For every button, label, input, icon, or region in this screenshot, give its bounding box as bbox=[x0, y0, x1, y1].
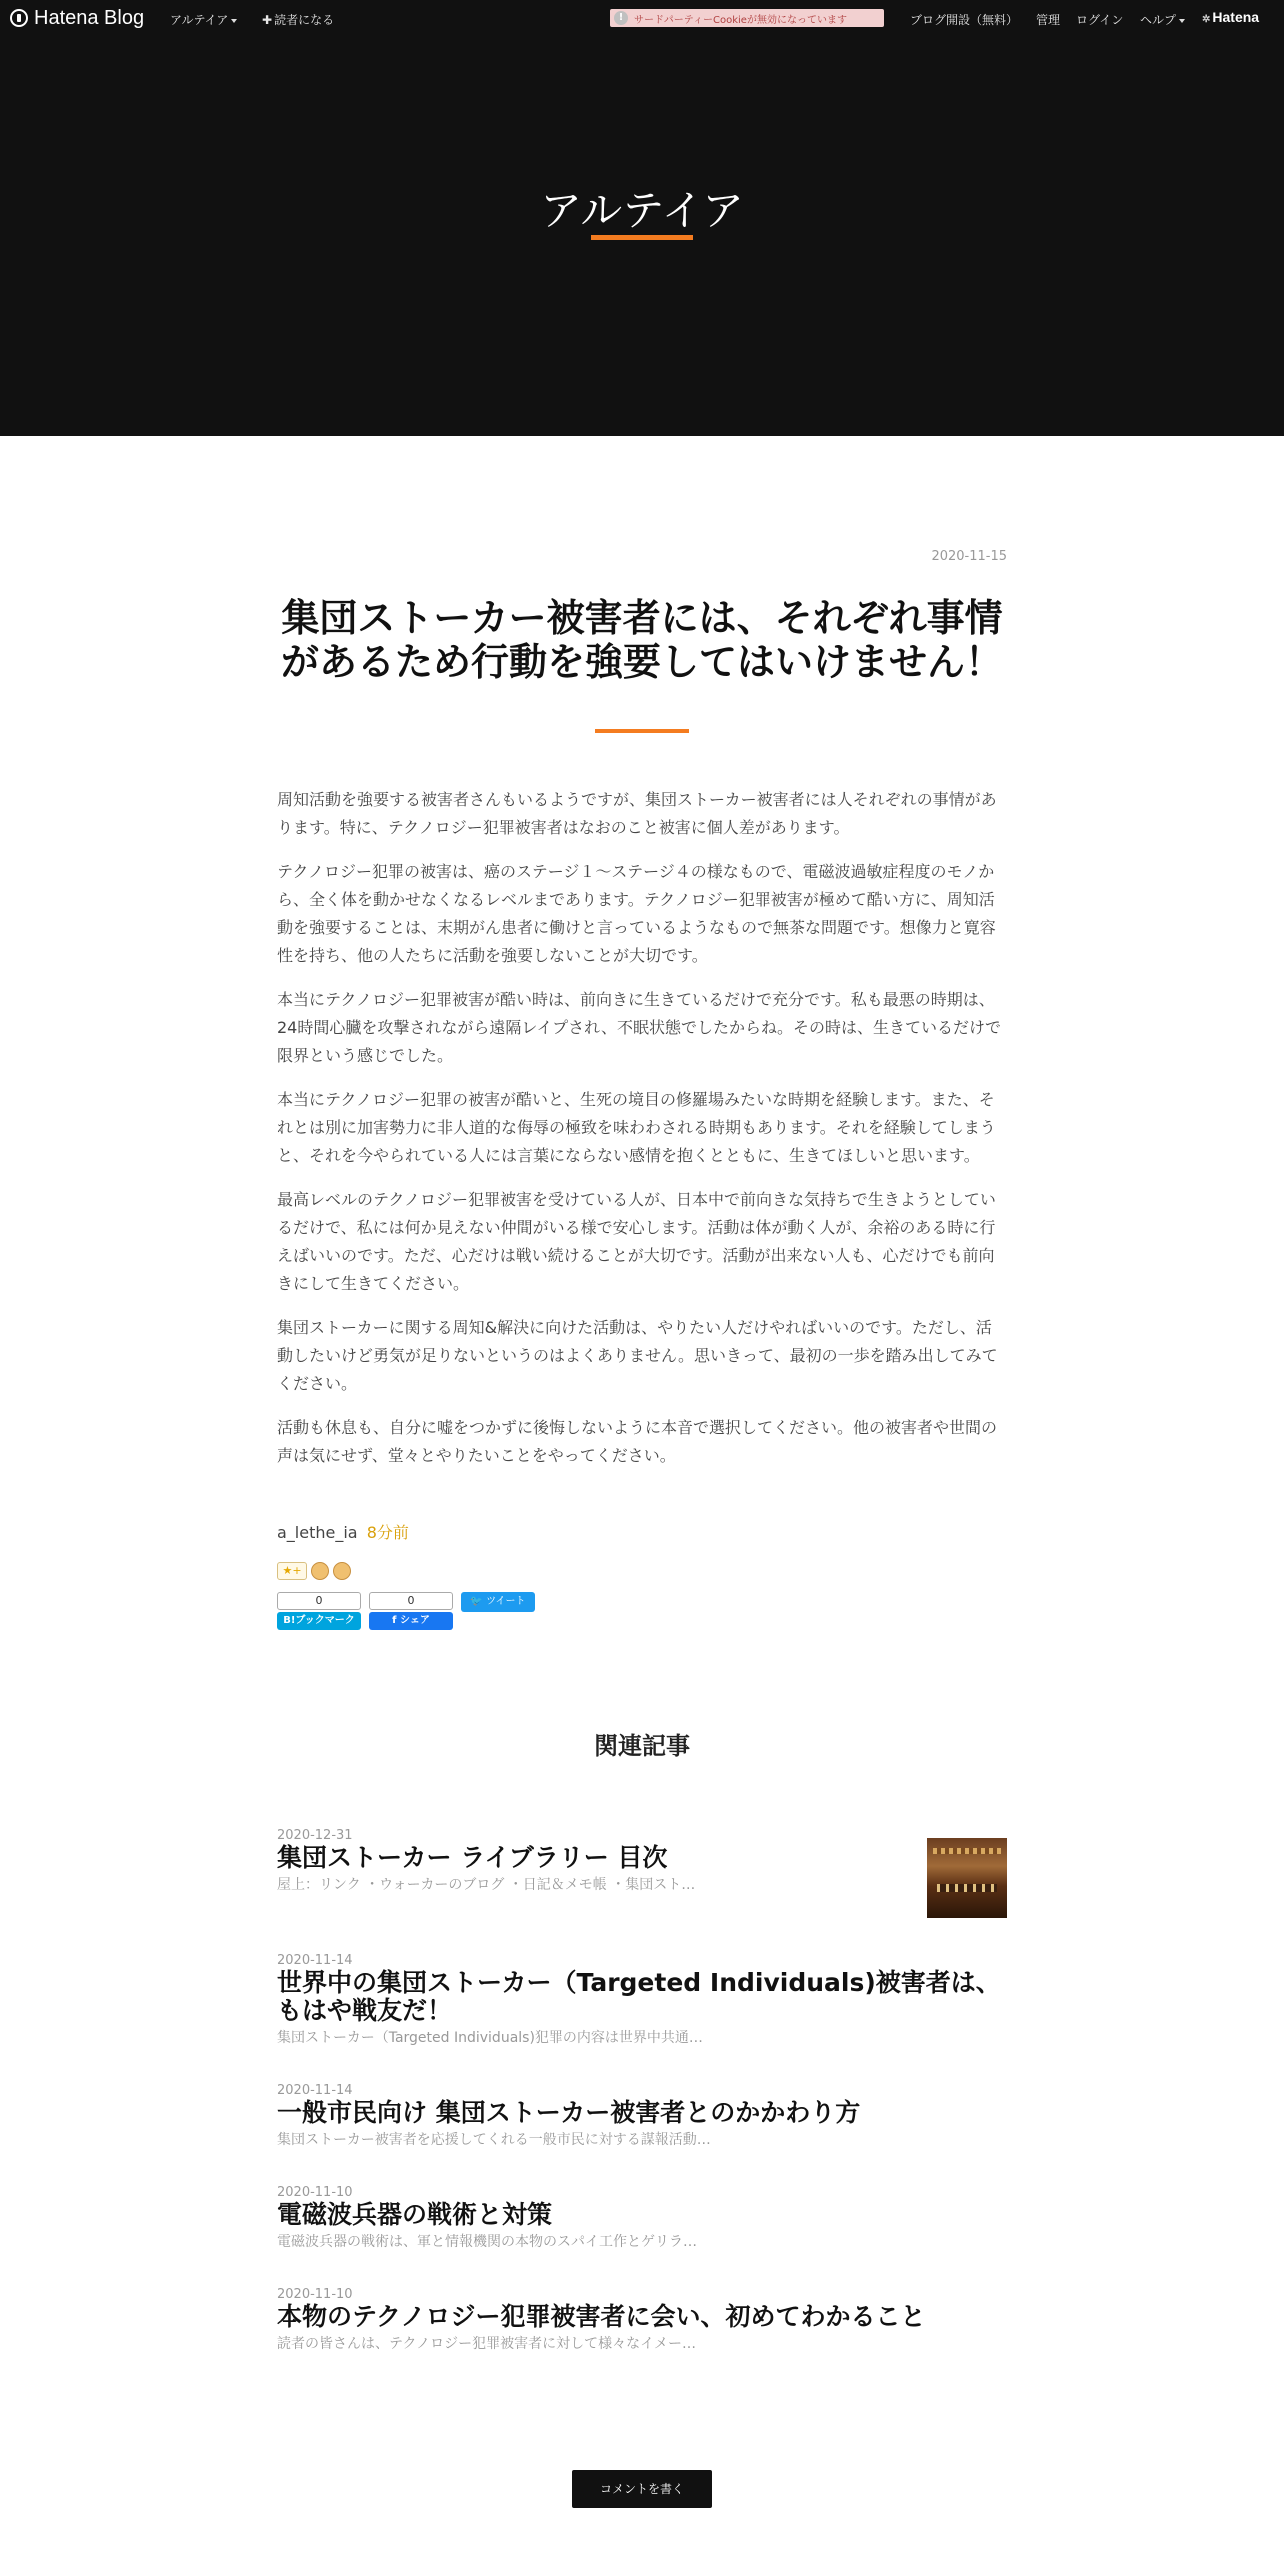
entry-paragraph: 周知活動を強要する被害者さんもいるようですが、集団ストーカー被害者には人それぞれの事情があります。特に、テクノロジー犯罪被害者はなおのこと被害に個人差があります。 bbox=[277, 790, 997, 837]
related-snippet: 集団ストーカー（Targeted Individuals)犯罪の内容は世界中共通… bbox=[277, 2030, 703, 2046]
related-title[interactable]: 集団ストーカー ライブラリー 目次 bbox=[277, 1843, 668, 1872]
related-thumbnail[interactable] bbox=[927, 1838, 1007, 1918]
related-date: 2020-11-14 bbox=[277, 1953, 353, 1968]
hatena-label: Hatena bbox=[1212, 9, 1260, 25]
chevron-down-icon bbox=[231, 19, 237, 23]
subscribe-button[interactable] bbox=[262, 11, 334, 28]
facebook-count: 0 bbox=[369, 1592, 453, 1610]
facebook-icon: f bbox=[392, 1615, 401, 1626]
hatena-sparkle-icon: ✲ bbox=[1202, 14, 1211, 25]
entry-title[interactable]: 集団ストーカー被害者には、それぞれ事情があるため行動を強要してはいけません！ bbox=[280, 596, 1003, 684]
blog-menu-label: アルテイア bbox=[170, 13, 229, 27]
author-link[interactable]: a_lethe_ia bbox=[277, 1523, 358, 1542]
global-header bbox=[0, 0, 1284, 36]
star-user-icon[interactable] bbox=[311, 1562, 329, 1580]
hatebu-share[interactable] bbox=[277, 1592, 361, 1630]
twitter-icon: 🐦 bbox=[470, 1596, 487, 1607]
related-title[interactable]: 本物のテクノロジー犯罪被害者に会い、初めてわかること bbox=[277, 2302, 926, 2331]
related-item[interactable] bbox=[277, 2287, 1007, 2353]
related-item[interactable] bbox=[277, 2083, 1007, 2149]
related-title[interactable]: 電磁波兵器の戦術と対策 bbox=[277, 2200, 553, 2229]
help-label: ヘルプ bbox=[1140, 13, 1177, 27]
entry-body bbox=[277, 786, 1007, 1486]
write-comment-button[interactable]: コメントを書く bbox=[572, 2470, 712, 2508]
open-blog-link[interactable]: ブログ開設（無料） bbox=[910, 13, 1019, 27]
plus-icon: ✚ bbox=[262, 13, 273, 27]
related-date: 2020-11-14 bbox=[277, 2083, 353, 2098]
facebook-label: シェア bbox=[400, 1615, 430, 1626]
title-underline bbox=[591, 235, 693, 240]
hatebu-button[interactable]: B!ブックマーク bbox=[277, 1612, 361, 1630]
entry-paragraph: 本当にテクノロジー犯罪の被害が酷いと、生死の境目の修羅場みたいな時期を経験します。また、それとは別に加害勢力に非人道的な侮辱の極致を味わわされる時期もあります。それを経験してしまうと、それを今やられている人には言葉にならない感情を抱くとともに、生きてほしいと思います。 bbox=[277, 1090, 996, 1165]
related-heading: 関連記事 bbox=[594, 1732, 690, 1760]
login-link[interactable]: ログイン bbox=[1076, 13, 1124, 27]
related-date: 2020-11-10 bbox=[277, 2287, 353, 2302]
time-ago-link[interactable]: 8分前 bbox=[366, 1523, 409, 1542]
logo-text: Hatena Blog bbox=[34, 6, 145, 29]
related-date: 2020-11-10 bbox=[277, 2185, 353, 2200]
share-buttons bbox=[277, 1592, 535, 1630]
entry-title-underline bbox=[595, 729, 689, 733]
related-snippet: 屋上：リンク ・ウォーカーのブログ ・日記＆メモ帳 ・集団スト… bbox=[277, 1877, 696, 1893]
related-snippet: 電磁波兵器の戦術は、軍と情報機関の本物のスパイ工作とゲリラ… bbox=[277, 2234, 697, 2250]
facebook-button[interactable] bbox=[369, 1612, 453, 1630]
hatena-blog-logo[interactable] bbox=[10, 8, 144, 28]
star-user-icon[interactable] bbox=[333, 1562, 351, 1580]
related-item[interactable] bbox=[277, 2185, 1007, 2251]
hatebu-count: 0 bbox=[277, 1592, 361, 1610]
warning-icon: ! bbox=[614, 11, 628, 25]
related-title[interactable]: 世界中の集団ストーカー（Targeted Individuals)被害者は、もはや戦友だ！ bbox=[277, 1968, 1001, 2025]
star-container bbox=[277, 1562, 351, 1580]
admin-link[interactable]: 管理 bbox=[1036, 13, 1061, 27]
entry-paragraph: 最高レベルのテクノロジー犯罪被害を受けている人が、日本中で前向きな気持ちで生きようとしているだけで、私には何か見えない仲間がいる様で安心します。活動は体が動く人が、余裕のある時に行えばいいのです。ただ、心だけは戦い続けることが大切です。活動が出来ない人も、心だけでも前向きにして生きてください。 bbox=[277, 1190, 996, 1293]
blog-menu[interactable] bbox=[170, 11, 237, 28]
entry-paragraph: 本当にテクノロジー犯罪被害が酷い時は、前向きに生きているだけで充分です。私も最悪の時期は、24時間心臓を攻撃されながら遠隔レイプされ、不眠状態でしたからね。その時は、生きているだけで限界という感じでした。 bbox=[277, 990, 1002, 1065]
related-snippet: 集団ストーカー被害者を応援してくれる一般市民に対する謀報活動… bbox=[277, 2132, 711, 2148]
entry-paragraph: テクノロジー犯罪の被害は、癌のステージ１～ステージ４の様なもので、電磁波過敏症程度のモノから、全く体を動かせなくなるレベルまであります。テクノロジー犯罪被害が極めて酷い方に、周知活動を強要することは、末期がん患者に働けと言っているようなもので無茶な問題です。想像力と寛容性を持ち、他の人たちに活動を強要しないことが大切です。 bbox=[277, 862, 996, 965]
related-date: 2020-12-31 bbox=[277, 1828, 353, 1843]
related-snippet: 読者の皆さんは、テクノロジー犯罪被害者に対して様々なイメー… bbox=[277, 2336, 697, 2352]
subscribe-label: 読者になる bbox=[274, 13, 335, 27]
cookie-warning-text: サードパーティーCookieが無効になっています bbox=[634, 14, 847, 26]
add-star-button[interactable]: ★+ bbox=[277, 1562, 307, 1580]
cookie-warning[interactable] bbox=[610, 9, 884, 27]
facebook-share[interactable] bbox=[369, 1592, 453, 1630]
tweet-label: ツイート bbox=[486, 1596, 526, 1607]
related-item[interactable] bbox=[277, 1953, 1007, 2047]
chevron-down-icon bbox=[1179, 19, 1185, 23]
tweet-button[interactable] bbox=[461, 1592, 535, 1612]
entry-paragraph: 集団ストーカーに関する周知&解決に向けた活動は、やりたい人だけやればいいのです。ただし、活動したいけど勇気が足りないというのはよくありません。思いきって、最初の一歩を踏み出してみてください。 bbox=[277, 1318, 998, 1393]
blog-header bbox=[0, 36, 1284, 436]
help-menu[interactable] bbox=[1140, 11, 1185, 28]
hatena-link[interactable] bbox=[1202, 9, 1259, 25]
blog-title[interactable]: アルテイア bbox=[539, 186, 745, 235]
entry-footer bbox=[277, 1520, 1007, 1543]
hatena-logo-icon bbox=[10, 9, 28, 27]
entry-paragraph: 活動も休息も、自分に嘘をつかずに後悔しないように本音で選択してください。他の被害者や世間の声は気にせず、堂々とやりたいことをやってください。 bbox=[277, 1418, 998, 1465]
related-item[interactable] bbox=[277, 1828, 1007, 1894]
entry-date[interactable]: 2020-11-15 bbox=[931, 549, 1007, 564]
related-title[interactable]: 一般市民向け 集団ストーカー被害者とのかかわり方 bbox=[277, 2098, 861, 2127]
